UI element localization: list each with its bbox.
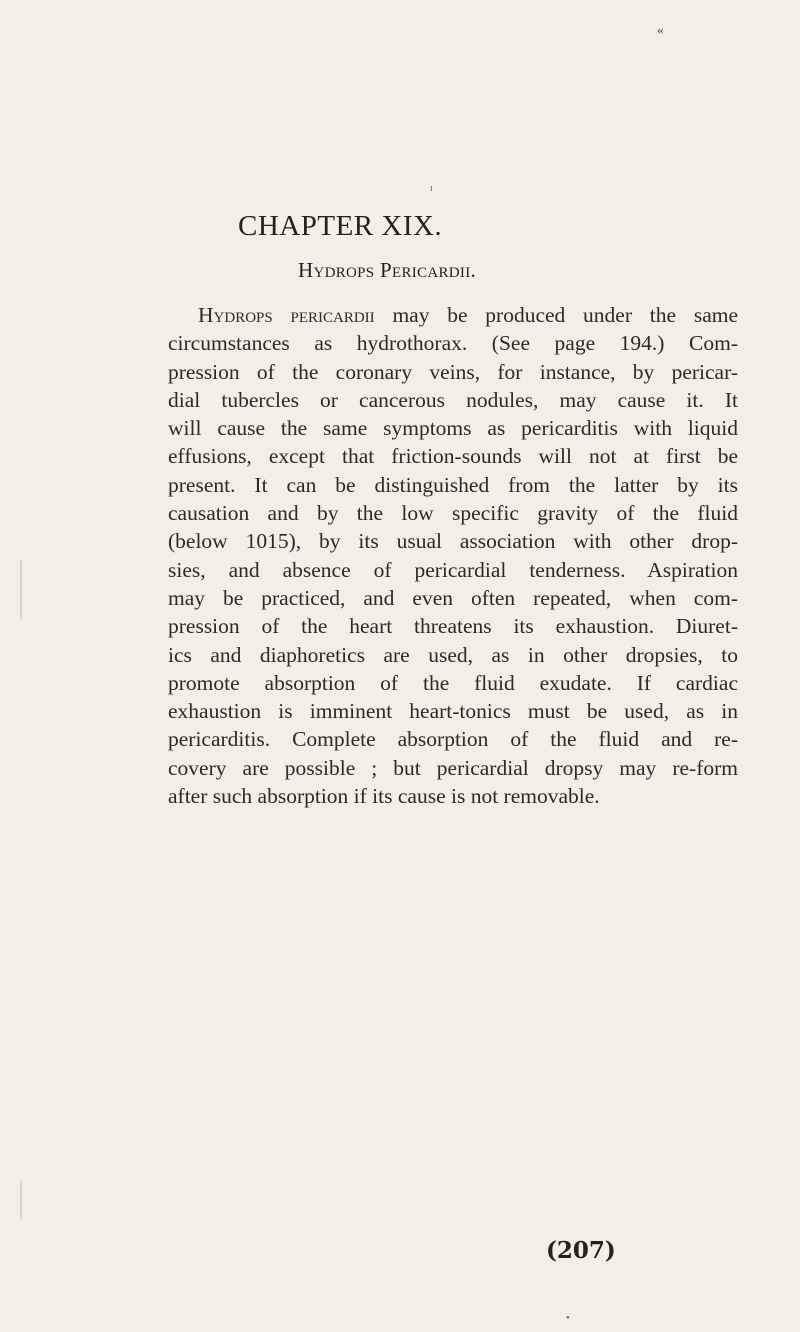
page-number: (207)	[546, 1237, 616, 1264]
margin-shadow	[20, 560, 22, 620]
text-line: circumstances as hydrothorax. (See page 194.) Com-	[168, 331, 738, 356]
text-line: pericarditis. Complete absorption of the fluid and re-	[168, 727, 738, 752]
paragraph-lead: Hydrops pericardii	[198, 303, 375, 327]
text-line: (below 1015), by its usual association with other drop-	[168, 529, 738, 554]
text-line: will cause the same symptoms as pericarditis with liquid	[168, 416, 738, 441]
text-line: pression of the coronary veins, for instance, by pericar-	[168, 359, 738, 384]
text-line: exhaustion is imminent heart-tonics must be used, as in	[168, 699, 738, 724]
chapter-title: CHAPTER XIX.	[238, 210, 443, 242]
stray-mark: ı	[430, 182, 434, 194]
bottom-mark: •	[566, 1312, 570, 1324]
corner-mark: «	[657, 22, 664, 37]
text-line: present. It can be distinguished from the latter by its	[168, 472, 738, 497]
text-line: covery are possible ; but pericardial dropsy may re-form	[168, 755, 738, 780]
text-line: may be practiced, and even often repeated, when com-	[168, 585, 738, 610]
text-line: dial tubercles or cancerous nodules, may cause it. It	[168, 387, 738, 412]
section-title: Hydrops Pericardii.	[298, 258, 477, 282]
text-line: after such absorption if its cause is not removable.	[168, 784, 600, 809]
text-line: ics and diaphoretics are used, as in other dropsies, to	[168, 642, 738, 667]
body-paragraph	[168, 301, 738, 810]
margin-shadow	[20, 1180, 22, 1220]
text-line: pression of the heart threatens its exhaustion. Diuret-	[168, 614, 738, 639]
text-line: effusions, except that friction-sounds will not at first be	[168, 444, 738, 469]
text-line: promote absorption of the fluid exudate. If cardiac	[168, 670, 738, 695]
text-line: causation and by the low specific gravity of the fluid	[168, 501, 738, 526]
text-line: sies, and absence of pericardial tenderness. Aspiration	[168, 557, 738, 582]
text-line: Hydrops pericardii may be produced under the same	[198, 303, 738, 327]
